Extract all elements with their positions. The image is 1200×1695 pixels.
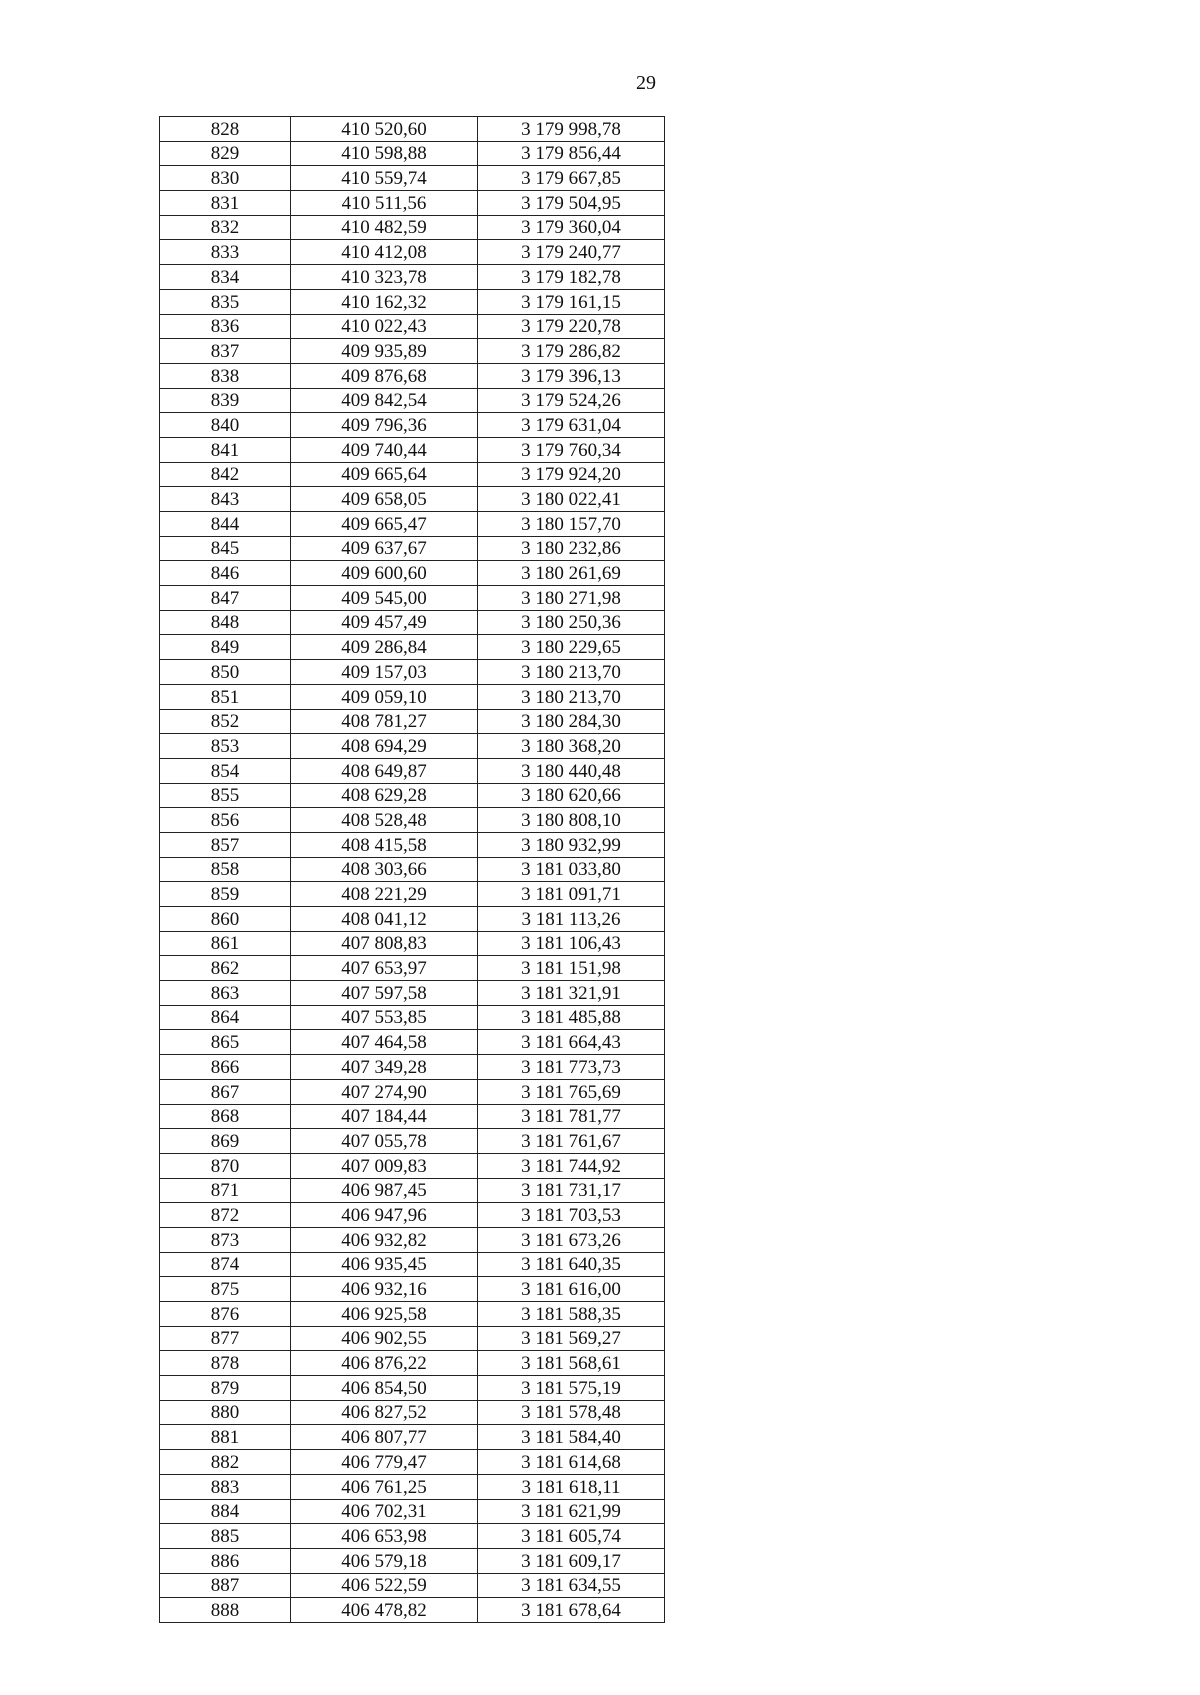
point-number-cell: 846 [160, 561, 291, 586]
y-coordinate-cell: 3 180 808,10 [478, 808, 665, 833]
table-row [160, 536, 665, 561]
table-row [160, 907, 665, 932]
point-number-cell: 841 [160, 437, 291, 462]
x-coordinate-cell: 410 511,56 [291, 191, 478, 216]
table-row [160, 215, 665, 240]
x-coordinate-cell: 410 482,59 [291, 215, 478, 240]
page-number: 29 [636, 72, 656, 94]
x-coordinate-cell: 406 902,55 [291, 1326, 478, 1351]
y-coordinate-cell: 3 181 605,74 [478, 1524, 665, 1549]
x-coordinate-cell: 408 041,12 [291, 907, 478, 932]
point-number-cell: 829 [160, 141, 291, 166]
table-row [160, 981, 665, 1006]
y-coordinate-cell: 3 180 250,36 [478, 610, 665, 635]
y-coordinate-cell: 3 181 640,35 [478, 1252, 665, 1277]
y-coordinate-cell: 3 181 678,64 [478, 1598, 665, 1623]
x-coordinate-cell: 410 412,08 [291, 240, 478, 265]
point-number-cell: 856 [160, 808, 291, 833]
table-row [160, 1203, 665, 1228]
table-row [160, 931, 665, 956]
point-number-cell: 850 [160, 660, 291, 685]
point-number-cell: 833 [160, 240, 291, 265]
x-coordinate-cell: 406 779,47 [291, 1450, 478, 1475]
table-row [160, 437, 665, 462]
table-row [160, 1450, 665, 1475]
x-coordinate-cell: 410 323,78 [291, 265, 478, 290]
x-coordinate-cell: 409 457,49 [291, 610, 478, 635]
x-coordinate-cell: 408 528,48 [291, 808, 478, 833]
y-coordinate-cell: 3 180 232,86 [478, 536, 665, 561]
table-row [160, 339, 665, 364]
y-coordinate-cell: 3 181 485,88 [478, 1005, 665, 1030]
point-number-cell: 878 [160, 1351, 291, 1376]
x-coordinate-cell: 408 649,87 [291, 758, 478, 783]
x-coordinate-cell: 408 221,29 [291, 882, 478, 907]
y-coordinate-cell: 3 179 240,77 [478, 240, 665, 265]
x-coordinate-cell: 410 559,74 [291, 166, 478, 191]
x-coordinate-cell: 406 761,25 [291, 1474, 478, 1499]
point-number-cell: 838 [160, 363, 291, 388]
x-coordinate-cell: 410 520,60 [291, 117, 478, 142]
point-number-cell: 848 [160, 610, 291, 635]
table-row [160, 265, 665, 290]
table-row [160, 1598, 665, 1623]
table-row [160, 1178, 665, 1203]
y-coordinate-cell: 3 181 091,71 [478, 882, 665, 907]
y-coordinate-cell: 3 181 151,98 [478, 956, 665, 981]
point-number-cell: 832 [160, 215, 291, 240]
y-coordinate-cell: 3 181 744,92 [478, 1153, 665, 1178]
point-number-cell: 836 [160, 314, 291, 339]
table-row [160, 734, 665, 759]
table-row [160, 1252, 665, 1277]
point-number-cell: 886 [160, 1548, 291, 1573]
point-number-cell: 844 [160, 512, 291, 537]
x-coordinate-cell: 410 162,32 [291, 289, 478, 314]
table-row [160, 1499, 665, 1524]
x-coordinate-cell: 406 947,96 [291, 1203, 478, 1228]
x-coordinate-cell: 407 553,85 [291, 1005, 478, 1030]
x-coordinate-cell: 409 600,60 [291, 561, 478, 586]
table-row [160, 1573, 665, 1598]
table-row [160, 1302, 665, 1327]
point-number-cell: 868 [160, 1104, 291, 1129]
y-coordinate-cell: 3 180 271,98 [478, 586, 665, 611]
point-number-cell: 834 [160, 265, 291, 290]
x-coordinate-cell: 407 653,97 [291, 956, 478, 981]
point-number-cell: 828 [160, 117, 291, 142]
x-coordinate-cell: 409 059,10 [291, 684, 478, 709]
x-coordinate-cell: 409 796,36 [291, 413, 478, 438]
table-row [160, 1055, 665, 1080]
point-number-cell: 849 [160, 635, 291, 660]
table-row [160, 1030, 665, 1055]
point-number-cell: 840 [160, 413, 291, 438]
table-row [160, 1351, 665, 1376]
y-coordinate-cell: 3 181 761,67 [478, 1129, 665, 1154]
table-row [160, 1548, 665, 1573]
point-number-cell: 839 [160, 388, 291, 413]
x-coordinate-cell: 408 629,28 [291, 783, 478, 808]
y-coordinate-cell: 3 181 609,17 [478, 1548, 665, 1573]
y-coordinate-cell: 3 180 284,30 [478, 709, 665, 734]
table-row [160, 857, 665, 882]
x-coordinate-cell: 409 658,05 [291, 487, 478, 512]
point-number-cell: 881 [160, 1425, 291, 1450]
x-coordinate-cell: 406 522,59 [291, 1573, 478, 1598]
x-coordinate-cell: 409 545,00 [291, 586, 478, 611]
y-coordinate-cell: 3 179 524,26 [478, 388, 665, 413]
x-coordinate-cell: 406 478,82 [291, 1598, 478, 1623]
y-coordinate-cell: 3 181 618,11 [478, 1474, 665, 1499]
x-coordinate-cell: 406 987,45 [291, 1178, 478, 1203]
x-coordinate-cell: 409 935,89 [291, 339, 478, 364]
x-coordinate-cell: 409 842,54 [291, 388, 478, 413]
y-coordinate-cell: 3 181 588,35 [478, 1302, 665, 1327]
point-number-cell: 858 [160, 857, 291, 882]
point-number-cell: 863 [160, 981, 291, 1006]
table-row [160, 1400, 665, 1425]
table-row [160, 117, 665, 142]
point-number-cell: 873 [160, 1227, 291, 1252]
table-row [160, 1326, 665, 1351]
table-row [160, 635, 665, 660]
y-coordinate-cell: 3 179 220,78 [478, 314, 665, 339]
x-coordinate-cell: 406 876,22 [291, 1351, 478, 1376]
point-number-cell: 882 [160, 1450, 291, 1475]
point-number-cell: 866 [160, 1055, 291, 1080]
point-number-cell: 831 [160, 191, 291, 216]
point-number-cell: 870 [160, 1153, 291, 1178]
y-coordinate-cell: 3 181 773,73 [478, 1055, 665, 1080]
x-coordinate-cell: 409 157,03 [291, 660, 478, 685]
y-coordinate-cell: 3 181 634,55 [478, 1573, 665, 1598]
table-row [160, 1376, 665, 1401]
table-row [160, 289, 665, 314]
x-coordinate-cell: 408 303,66 [291, 857, 478, 882]
x-coordinate-cell: 406 932,82 [291, 1227, 478, 1252]
y-coordinate-cell: 3 181 614,68 [478, 1450, 665, 1475]
point-number-cell: 860 [160, 907, 291, 932]
y-coordinate-cell: 3 180 261,69 [478, 561, 665, 586]
table-row [160, 462, 665, 487]
x-coordinate-cell: 407 597,58 [291, 981, 478, 1006]
y-coordinate-cell: 3 181 621,99 [478, 1499, 665, 1524]
point-number-cell: 869 [160, 1129, 291, 1154]
x-coordinate-cell: 406 854,50 [291, 1376, 478, 1401]
y-coordinate-cell: 3 180 213,70 [478, 684, 665, 709]
table-row [160, 660, 665, 685]
table-row [160, 1104, 665, 1129]
point-number-cell: 865 [160, 1030, 291, 1055]
x-coordinate-cell: 407 349,28 [291, 1055, 478, 1080]
x-coordinate-cell: 406 653,98 [291, 1524, 478, 1549]
y-coordinate-cell: 3 179 360,04 [478, 215, 665, 240]
y-coordinate-cell: 3 181 106,43 [478, 931, 665, 956]
table-row [160, 1079, 665, 1104]
x-coordinate-cell: 409 665,64 [291, 462, 478, 487]
point-number-cell: 872 [160, 1203, 291, 1228]
x-coordinate-cell: 406 827,52 [291, 1400, 478, 1425]
point-number-cell: 864 [160, 1005, 291, 1030]
table-row [160, 561, 665, 586]
y-coordinate-cell: 3 179 286,82 [478, 339, 665, 364]
x-coordinate-cell: 406 935,45 [291, 1252, 478, 1277]
x-coordinate-cell: 410 598,88 [291, 141, 478, 166]
x-coordinate-cell: 410 022,43 [291, 314, 478, 339]
y-coordinate-cell: 3 180 368,20 [478, 734, 665, 759]
y-coordinate-cell: 3 180 157,70 [478, 512, 665, 537]
coordinates-table-body [160, 117, 665, 1623]
x-coordinate-cell: 407 274,90 [291, 1079, 478, 1104]
point-number-cell: 867 [160, 1079, 291, 1104]
y-coordinate-cell: 3 181 673,26 [478, 1227, 665, 1252]
table-row [160, 709, 665, 734]
point-number-cell: 852 [160, 709, 291, 734]
x-coordinate-cell: 409 286,84 [291, 635, 478, 660]
x-coordinate-cell: 406 702,31 [291, 1499, 478, 1524]
y-coordinate-cell: 3 181 703,53 [478, 1203, 665, 1228]
point-number-cell: 855 [160, 783, 291, 808]
table-row [160, 758, 665, 783]
point-number-cell: 887 [160, 1573, 291, 1598]
point-number-cell: 853 [160, 734, 291, 759]
table-row [160, 512, 665, 537]
y-coordinate-cell: 3 181 584,40 [478, 1425, 665, 1450]
y-coordinate-cell: 3 181 731,17 [478, 1178, 665, 1203]
table-row [160, 1005, 665, 1030]
x-coordinate-cell: 407 009,83 [291, 1153, 478, 1178]
y-coordinate-cell: 3 181 113,26 [478, 907, 665, 932]
y-coordinate-cell: 3 179 760,34 [478, 437, 665, 462]
table-row [160, 240, 665, 265]
point-number-cell: 861 [160, 931, 291, 956]
table-row [160, 610, 665, 635]
x-coordinate-cell: 408 781,27 [291, 709, 478, 734]
x-coordinate-cell: 409 665,47 [291, 512, 478, 537]
x-coordinate-cell: 406 807,77 [291, 1425, 478, 1450]
point-number-cell: 874 [160, 1252, 291, 1277]
x-coordinate-cell: 408 694,29 [291, 734, 478, 759]
y-coordinate-cell: 3 181 568,61 [478, 1351, 665, 1376]
y-coordinate-cell: 3 180 440,48 [478, 758, 665, 783]
y-coordinate-cell: 3 179 998,78 [478, 117, 665, 142]
y-coordinate-cell: 3 180 932,99 [478, 832, 665, 857]
table-row [160, 388, 665, 413]
point-number-cell: 847 [160, 586, 291, 611]
point-number-cell: 857 [160, 832, 291, 857]
y-coordinate-cell: 3 180 213,70 [478, 660, 665, 685]
x-coordinate-cell: 407 808,83 [291, 931, 478, 956]
table-row [160, 832, 665, 857]
table-row [160, 487, 665, 512]
y-coordinate-cell: 3 181 578,48 [478, 1400, 665, 1425]
point-number-cell: 837 [160, 339, 291, 364]
y-coordinate-cell: 3 180 022,41 [478, 487, 665, 512]
table-row [160, 1425, 665, 1450]
point-number-cell: 830 [160, 166, 291, 191]
table-row [160, 1524, 665, 1549]
table-row [160, 882, 665, 907]
y-coordinate-cell: 3 179 396,13 [478, 363, 665, 388]
table-row [160, 1474, 665, 1499]
y-coordinate-cell: 3 181 664,43 [478, 1030, 665, 1055]
point-number-cell: 851 [160, 684, 291, 709]
table-row [160, 1129, 665, 1154]
point-number-cell: 884 [160, 1499, 291, 1524]
x-coordinate-cell: 409 876,68 [291, 363, 478, 388]
table-row [160, 586, 665, 611]
y-coordinate-cell: 3 179 924,20 [478, 462, 665, 487]
point-number-cell: 876 [160, 1302, 291, 1327]
table-row [160, 166, 665, 191]
y-coordinate-cell: 3 181 569,27 [478, 1326, 665, 1351]
x-coordinate-cell: 406 925,58 [291, 1302, 478, 1327]
point-number-cell: 835 [160, 289, 291, 314]
table-row [160, 191, 665, 216]
point-number-cell: 862 [160, 956, 291, 981]
y-coordinate-cell: 3 179 631,04 [478, 413, 665, 438]
x-coordinate-cell: 406 579,18 [291, 1548, 478, 1573]
y-coordinate-cell: 3 181 575,19 [478, 1376, 665, 1401]
point-number-cell: 842 [160, 462, 291, 487]
point-number-cell: 879 [160, 1376, 291, 1401]
point-number-cell: 845 [160, 536, 291, 561]
y-coordinate-cell: 3 179 504,95 [478, 191, 665, 216]
y-coordinate-cell: 3 180 229,65 [478, 635, 665, 660]
table-row [160, 1277, 665, 1302]
x-coordinate-cell: 407 055,78 [291, 1129, 478, 1154]
coordinates-table [159, 116, 665, 1623]
point-number-cell: 877 [160, 1326, 291, 1351]
y-coordinate-cell: 3 180 620,66 [478, 783, 665, 808]
y-coordinate-cell: 3 179 667,85 [478, 166, 665, 191]
table-row [160, 808, 665, 833]
x-coordinate-cell: 408 415,58 [291, 832, 478, 857]
table-row [160, 684, 665, 709]
y-coordinate-cell: 3 181 781,77 [478, 1104, 665, 1129]
y-coordinate-cell: 3 181 765,69 [478, 1079, 665, 1104]
x-coordinate-cell: 406 932,16 [291, 1277, 478, 1302]
point-number-cell: 859 [160, 882, 291, 907]
table-row [160, 314, 665, 339]
y-coordinate-cell: 3 179 182,78 [478, 265, 665, 290]
point-number-cell: 885 [160, 1524, 291, 1549]
table-row [160, 783, 665, 808]
y-coordinate-cell: 3 181 321,91 [478, 981, 665, 1006]
point-number-cell: 854 [160, 758, 291, 783]
point-number-cell: 843 [160, 487, 291, 512]
point-number-cell: 888 [160, 1598, 291, 1623]
point-number-cell: 871 [160, 1178, 291, 1203]
y-coordinate-cell: 3 181 033,80 [478, 857, 665, 882]
table-row [160, 1227, 665, 1252]
table-row [160, 363, 665, 388]
y-coordinate-cell: 3 181 616,00 [478, 1277, 665, 1302]
x-coordinate-cell: 409 740,44 [291, 437, 478, 462]
y-coordinate-cell: 3 179 161,15 [478, 289, 665, 314]
table-row [160, 956, 665, 981]
table-row [160, 1153, 665, 1178]
table-row [160, 141, 665, 166]
x-coordinate-cell: 407 184,44 [291, 1104, 478, 1129]
x-coordinate-cell: 409 637,67 [291, 536, 478, 561]
y-coordinate-cell: 3 179 856,44 [478, 141, 665, 166]
point-number-cell: 883 [160, 1474, 291, 1499]
point-number-cell: 880 [160, 1400, 291, 1425]
x-coordinate-cell: 407 464,58 [291, 1030, 478, 1055]
point-number-cell: 875 [160, 1277, 291, 1302]
table-row [160, 413, 665, 438]
